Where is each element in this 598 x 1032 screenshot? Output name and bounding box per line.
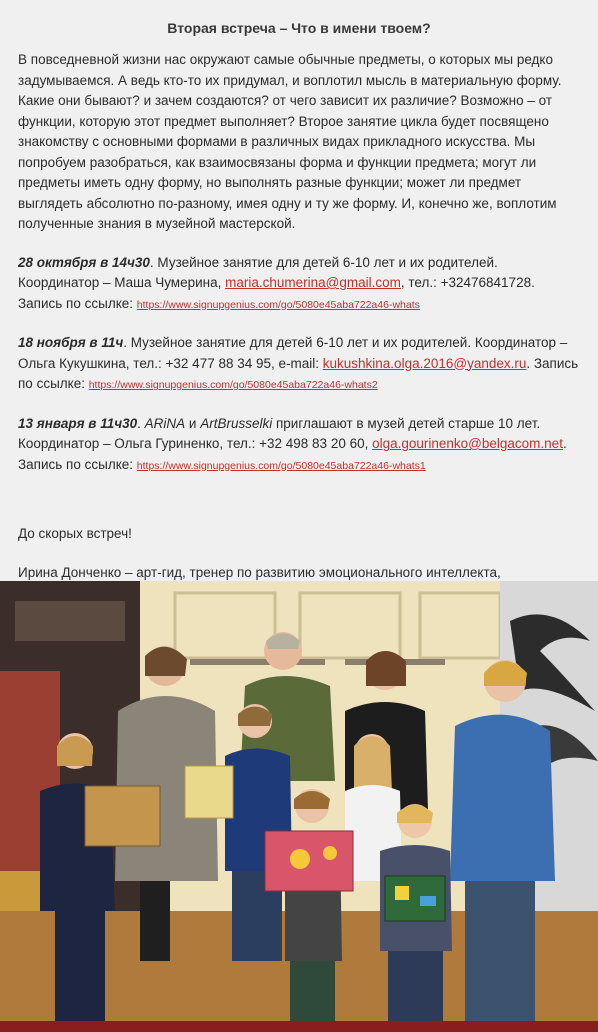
event-3-sep: .	[137, 415, 145, 431]
closing-line: До скорых встреч!	[18, 526, 132, 541]
event-2-text: . Музейное занятие для детей 6-10 лет и их родителей. Координатор – Ольга Кукушкина, тел.: +32 477 88 34 95, e-mail:	[18, 335, 568, 371]
event-3-org-artbrusselki: ArtBrusselki	[200, 415, 273, 431]
event-3	[18, 414, 580, 477]
event-3-date: 13 января в 11ч30	[18, 415, 138, 431]
event-2-signup-link[interactable]: https://www.signupgenius.com/go/5080e45aba722a46-whats2	[88, 379, 378, 391]
event-2-date: 18 ноября в 11ч	[18, 335, 124, 350]
event-2-text2: . Запись по ссылке:	[18, 355, 579, 391]
event-1-signup-link[interactable]: https://www.signupgenius.com/go/5080e45aba722a46-whats	[136, 298, 420, 311]
event-3-and: и	[185, 415, 201, 431]
event-1-email-link[interactable]: maria.chumerina@gmail.com	[225, 275, 401, 290]
event-3-text: приглашают в музей детей старше 10 лет. Координатор – Ольга Гуриненко, тел.: +32 498 83 20 60,	[18, 415, 541, 451]
event-3-email-link[interactable]: olga.gourinenko@belgacom.net	[372, 436, 563, 451]
event-1-text2: , тел.: +32476841728. Запись по ссылке:	[18, 275, 535, 311]
event-1-date: 28 октября в 14ч30	[18, 254, 150, 270]
event-2	[18, 333, 580, 396]
intro-paragraph: В повседневной жизни нас окружают самые обычные предметы, о которых мы редко задумываемся. А ведь кто-то их придумал, и воплотил мысль в материальную форму. Какие они бывают? и зачем создаются? от чего зависит их различие? Возможно – от функции, которую этот предмет выполняет? Второе занятие цикла будет посвящено знакомству с основными формами в различных видах прикладного искусства. Мы попробуем разобраться, как взаимосвязаны форма и функции предмета; могут ли предметы иметь одну форму, но выполнять разные функции; может ли предмет выглядеть абсолютно по-разному, имея одну и ту же форму. И, конечно же, воплотим полученные знания в музейной мастерской.	[18, 52, 562, 231]
event-1-text: . Музейное занятие для детей 6-10 лет и их родителей. Координатор – Маша Чумерина,	[18, 254, 498, 290]
signature-line-1: Ирина Донченко – арт-гид, тренер по развитию эмоционального интеллекта,	[18, 564, 501, 580]
page-title: Вторая встреча – Что в имени твоем?	[167, 20, 431, 36]
event-3-text2: . Запись по ссылке:	[18, 436, 567, 472]
event-1	[18, 253, 580, 316]
event-2-email-link[interactable]: kukushkina.olga.2016@yandex.ru	[322, 355, 527, 371]
group-photo	[0, 581, 598, 1032]
event-3-org-arina: ARiNA	[144, 415, 186, 431]
event-3-signup-link[interactable]: https://www.signupgenius.com/go/5080e45aba722a46-whats1	[136, 459, 426, 472]
